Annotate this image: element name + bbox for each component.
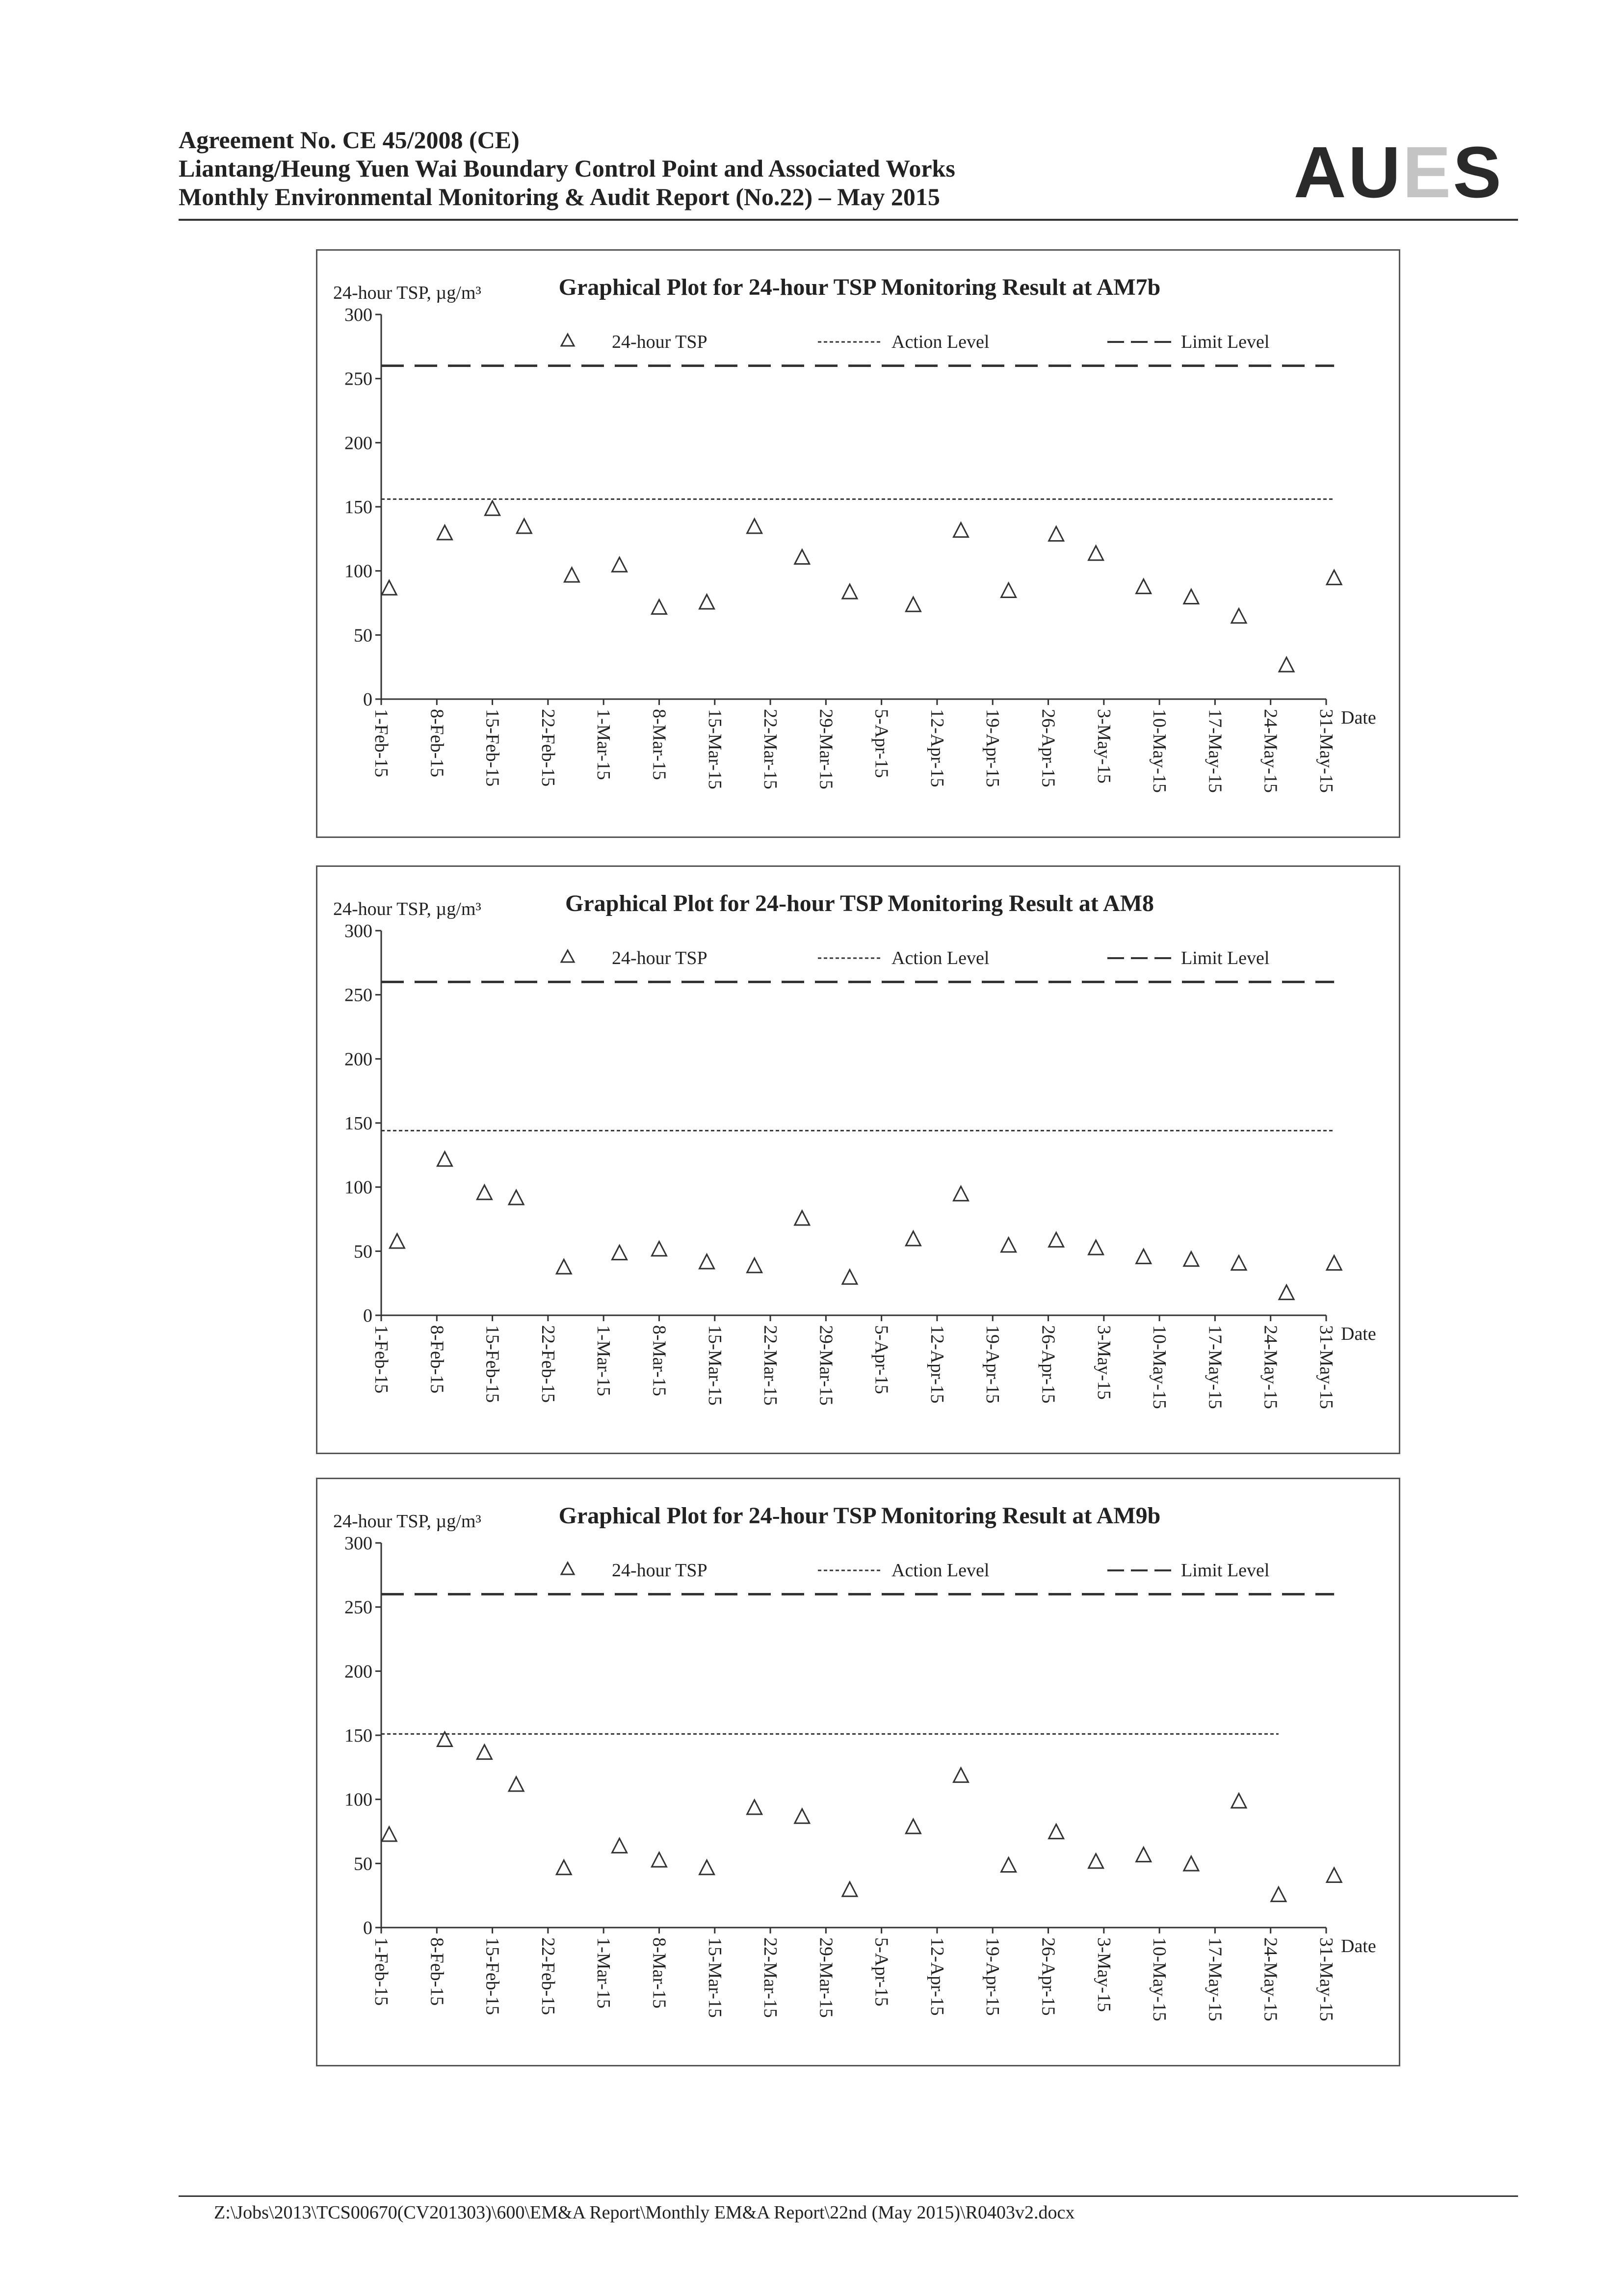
x-axis-label: Date	[1341, 1936, 1376, 1957]
y-axis-label: 24-hour TSP, µg/m³	[333, 899, 481, 919]
data-point	[1001, 1858, 1016, 1872]
x-tick-label: 31-May-15	[1316, 1937, 1336, 2021]
x-tick-label: 5-Apr-15	[871, 709, 892, 778]
x-tick-label: 10-May-15	[1149, 1325, 1170, 1409]
x-tick-label: 5-Apr-15	[871, 1937, 892, 2007]
header-text	[179, 126, 955, 211]
y-axis-label: 24-hour TSP, µg/m³	[333, 283, 481, 303]
x-tick-label: 15-Mar-15	[704, 1325, 725, 1406]
y-tick-label: 100	[344, 1789, 372, 1810]
data-point	[556, 1259, 571, 1274]
x-tick-label: 26-Apr-15	[1038, 1325, 1059, 1404]
y-tick-label: 50	[354, 1241, 372, 1262]
data-point	[1231, 609, 1246, 623]
x-tick-label: 17-May-15	[1205, 709, 1226, 793]
y-tick-label: 50	[354, 625, 372, 646]
x-tick-label: 22-Feb-15	[537, 1325, 558, 1403]
legend	[561, 1560, 1269, 1581]
data-point	[477, 1745, 492, 1759]
data-point	[953, 1768, 968, 1782]
x-tick-label: 31-May-15	[1316, 709, 1336, 793]
data-point	[1327, 1255, 1341, 1270]
x-tick-label: 29-Mar-15	[815, 1937, 837, 2018]
x-tick-label: 15-Feb-15	[482, 1325, 503, 1403]
data-point	[747, 519, 762, 533]
x-tick-label: 22-Feb-15	[537, 1937, 558, 2015]
x-tick-label: 8-Feb-15	[426, 1937, 447, 2006]
legend-limit-label: Limit Level	[1181, 1560, 1270, 1581]
x-tick-label: 5-Apr-15	[871, 1325, 892, 1394]
y-tick-label: 300	[344, 921, 372, 941]
y-tick-label: 0	[363, 689, 372, 710]
y-tick-label: 150	[344, 1725, 372, 1746]
x-tick-label: 10-May-15	[1149, 709, 1170, 793]
legend-tsp-marker	[561, 950, 574, 962]
data-point	[509, 1777, 524, 1791]
data-point	[556, 1860, 571, 1875]
x-tick-label: 3-May-15	[1093, 1937, 1114, 2012]
x-tick-label: 12-Apr-15	[926, 1325, 947, 1404]
data-point	[1136, 1249, 1151, 1263]
x-tick-label: 24-May-15	[1260, 1937, 1281, 2021]
y-tick-label: 0	[363, 1918, 372, 1938]
x-tick-label: 12-Apr-15	[926, 1937, 947, 2016]
x-tick-label: 15-Feb-15	[482, 1937, 503, 2015]
data-point	[437, 1152, 452, 1166]
data-point	[1271, 1887, 1286, 1902]
x-tick-label: 1-Feb-15	[371, 709, 392, 778]
data-point	[747, 1258, 762, 1273]
x-tick-label: 10-May-15	[1149, 1937, 1170, 2021]
x-tick-label: 22-Feb-15	[537, 709, 558, 787]
data-point	[382, 1827, 396, 1841]
data-point	[1049, 526, 1064, 541]
data-point	[1327, 1868, 1341, 1882]
x-tick-label: 15-Feb-15	[482, 709, 503, 787]
x-tick-label: 17-May-15	[1205, 1325, 1226, 1409]
x-tick-label: 24-May-15	[1260, 1325, 1281, 1409]
x-axis-label: Date	[1341, 1324, 1376, 1344]
data-point	[1089, 546, 1103, 560]
y-tick-label: 300	[344, 1533, 372, 1554]
y-tick-label: 300	[344, 305, 372, 325]
x-tick-label: 29-Mar-15	[815, 709, 837, 789]
legend-action-label: Action Level	[891, 332, 990, 352]
data-point	[652, 1852, 666, 1867]
y-axis-label: 24-hour TSP, µg/m³	[333, 1511, 481, 1532]
x-tick-label: 19-Apr-15	[982, 709, 1003, 787]
data-point	[747, 1800, 762, 1814]
data-point	[700, 1860, 714, 1875]
data-point	[700, 1254, 714, 1269]
x-tick-label: 22-Mar-15	[760, 709, 781, 789]
chart-svg	[317, 251, 1402, 839]
data-point	[842, 584, 857, 599]
data-point	[1089, 1240, 1103, 1254]
data-point	[1327, 570, 1341, 584]
data-point	[485, 501, 500, 515]
data-point	[1049, 1232, 1064, 1247]
x-tick-label: 26-Apr-15	[1038, 709, 1059, 787]
x-tick-label: 3-May-15	[1093, 709, 1114, 783]
data-point	[652, 1242, 666, 1256]
data-point	[842, 1270, 857, 1284]
file-path: Z:\Jobs\2013\TCS00670(CV201303)\600\EM&A Report\Monthly EM&A Report\22nd (May 2015)\R0403v2.docx	[214, 2202, 1075, 2223]
data-point	[1001, 1238, 1016, 1252]
legend-action-label: Action Level	[891, 948, 990, 968]
report-title: Monthly Environmental Monitoring & Audit Report (No.22) – May 2015	[179, 183, 940, 210]
x-tick-label: 8-Mar-15	[649, 1325, 670, 1396]
data-point	[1184, 590, 1199, 604]
footer-divider	[179, 2195, 1518, 2197]
legend	[561, 332, 1269, 352]
data-point	[517, 519, 531, 533]
data-point	[437, 1732, 452, 1746]
data-point	[906, 1231, 920, 1246]
agreement-number: Agreement No. CE 45/2008 (CE)	[179, 126, 520, 154]
data-point	[906, 1819, 920, 1833]
data-point	[652, 600, 666, 614]
chart-am9b	[316, 1478, 1400, 2066]
x-tick-label: 15-Mar-15	[704, 709, 725, 789]
data-point	[795, 550, 810, 564]
data-point	[1184, 1252, 1199, 1266]
data-point	[1231, 1794, 1246, 1808]
y-tick-label: 250	[344, 985, 372, 1006]
x-tick-label: 19-Apr-15	[982, 1325, 1003, 1404]
x-tick-label: 8-Mar-15	[649, 1937, 670, 2009]
x-tick-label: 1-Feb-15	[371, 1325, 392, 1394]
x-tick-label: 1-Mar-15	[593, 1325, 614, 1396]
x-tick-label: 29-Mar-15	[815, 1325, 837, 1406]
y-tick-label: 150	[344, 1113, 372, 1134]
chart-title: Graphical Plot for 24-hour TSP Monitoring Result at AM9b	[558, 1503, 1161, 1529]
legend-action-label: Action Level	[891, 1560, 990, 1581]
legend-tsp-marker	[561, 334, 574, 346]
data-point	[1184, 1856, 1199, 1871]
x-tick-label: 17-May-15	[1205, 1937, 1226, 2021]
legend-limit-label: Limit Level	[1181, 948, 1270, 968]
x-tick-label: 22-Mar-15	[760, 1325, 781, 1406]
data-point	[1001, 583, 1016, 597]
x-tick-label: 12-Apr-15	[926, 709, 947, 787]
y-tick-label: 250	[344, 368, 372, 390]
data-point	[612, 1838, 627, 1852]
x-tick-label: 1-Feb-15	[371, 1937, 392, 2006]
data-point	[509, 1190, 524, 1204]
chart-am8	[316, 865, 1400, 1454]
data-point	[437, 525, 452, 540]
project-name: Liantang/Heung Yuen Wai Boundary Control Point and Associated Works	[179, 155, 955, 182]
header-divider	[179, 219, 1518, 221]
chart-title: Graphical Plot for 24-hour TSP Monitoring Result at AM8	[565, 890, 1154, 916]
data-point	[795, 1809, 810, 1823]
x-tick-label: 8-Feb-15	[426, 1325, 447, 1394]
y-tick-label: 150	[344, 497, 372, 518]
legend-tsp-label: 24-hour TSP	[612, 948, 707, 968]
legend	[561, 948, 1269, 968]
y-tick-label: 200	[344, 1049, 372, 1070]
chart-svg	[317, 1479, 1402, 2068]
y-tick-label: 100	[344, 1177, 372, 1198]
data-point	[795, 1211, 810, 1225]
x-tick-label: 31-May-15	[1316, 1325, 1336, 1409]
data-point	[382, 580, 396, 595]
legend-limit-label: Limit Level	[1181, 332, 1270, 352]
legend-tsp-label: 24-hour TSP	[612, 1560, 707, 1581]
data-point	[612, 1246, 627, 1260]
y-tick-label: 200	[344, 1661, 372, 1682]
data-point	[1231, 1255, 1246, 1270]
data-point	[842, 1882, 857, 1896]
data-point	[1089, 1854, 1103, 1868]
x-tick-label: 8-Feb-15	[426, 709, 447, 778]
report-header	[179, 126, 1513, 219]
y-tick-label: 250	[344, 1597, 372, 1618]
data-point	[1136, 579, 1151, 594]
y-tick-label: 50	[354, 1853, 372, 1875]
data-point	[700, 595, 714, 609]
x-tick-label: 22-Mar-15	[760, 1937, 781, 2018]
chart-svg	[317, 867, 1402, 1456]
data-point	[1136, 1848, 1151, 1862]
y-tick-label: 200	[344, 433, 372, 454]
data-point	[953, 1186, 968, 1200]
x-tick-label: 1-Mar-15	[593, 1937, 614, 2009]
data-point	[477, 1185, 492, 1200]
x-tick-label: 24-May-15	[1260, 709, 1281, 793]
aues-logo: AUES	[1293, 132, 1503, 213]
x-tick-label: 15-Mar-15	[704, 1937, 725, 2018]
chart-am7b	[316, 249, 1400, 838]
chart-title: Graphical Plot for 24-hour TSP Monitoring Result at AM7b	[558, 274, 1161, 300]
data-point	[1279, 1285, 1294, 1300]
x-tick-label: 19-Apr-15	[982, 1937, 1003, 2016]
x-tick-label: 26-Apr-15	[1038, 1937, 1059, 2016]
data-point	[953, 523, 968, 537]
x-tick-label: 8-Mar-15	[649, 709, 670, 780]
x-tick-label: 3-May-15	[1093, 1325, 1114, 1400]
data-point	[906, 597, 920, 611]
data-point	[564, 568, 579, 582]
x-axis-label: Date	[1341, 707, 1376, 728]
y-tick-label: 0	[363, 1305, 372, 1326]
data-point	[612, 557, 627, 572]
x-tick-label: 1-Mar-15	[593, 709, 614, 780]
legend-tsp-label: 24-hour TSP	[612, 332, 707, 352]
data-point	[1279, 657, 1294, 672]
legend-tsp-marker	[561, 1563, 574, 1574]
y-tick-label: 100	[344, 561, 372, 582]
data-point	[390, 1234, 404, 1248]
data-point	[1049, 1825, 1064, 1839]
